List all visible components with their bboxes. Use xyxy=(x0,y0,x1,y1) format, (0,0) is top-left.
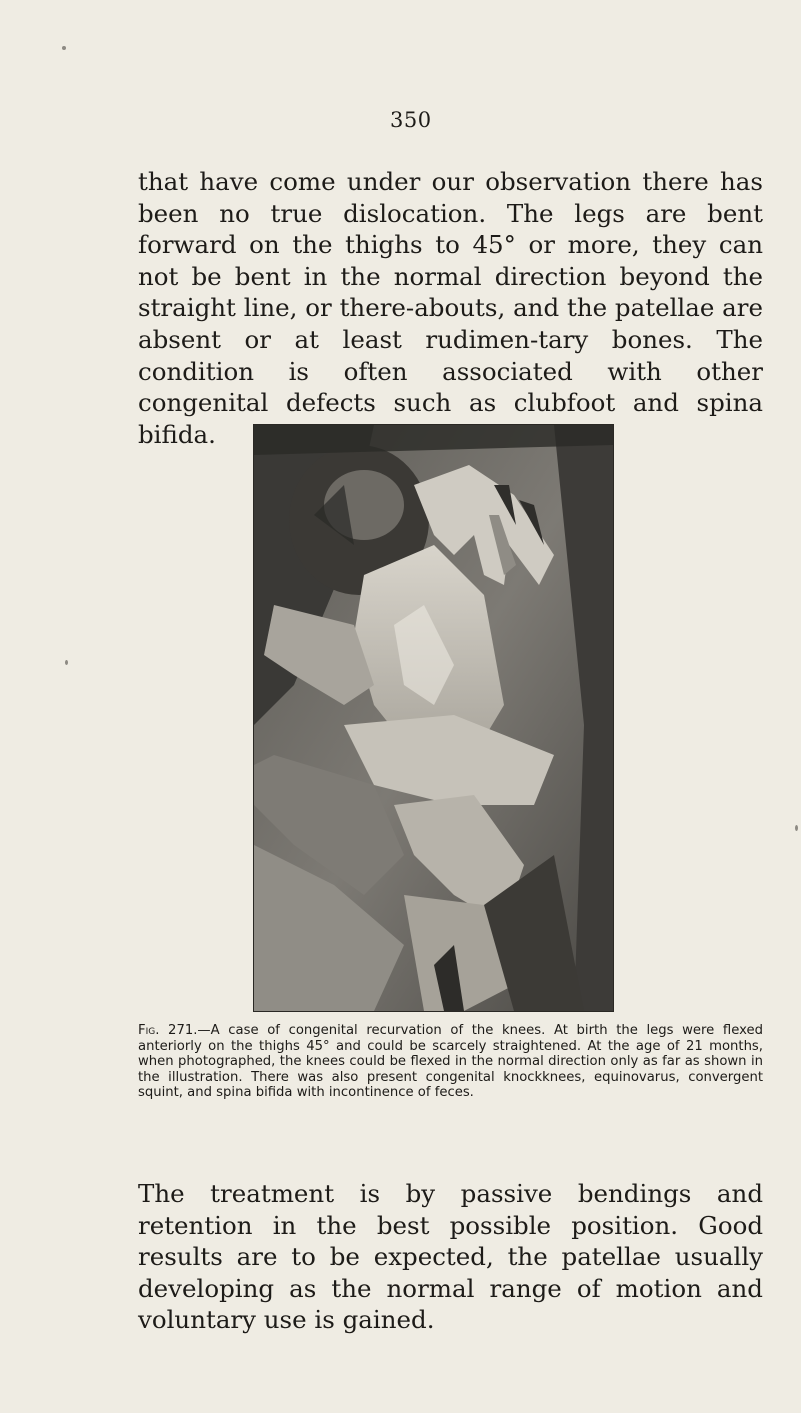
paper-speck xyxy=(65,660,68,665)
figure-caption xyxy=(138,1023,763,1101)
paper-speck xyxy=(62,46,66,50)
figure-caption-text: —A case of congenital recurvation of the knees. At birth the legs were flexed anteriorly on the thighs 45° and could be scarcely straightened. At the age of 21 months, when photographed, the knees could be flexed in the normal direction only as far as shown in the illustration. There was also present congenital knockknees, equinovarus, convergent squint, and spina bifida with incontinence of feces. xyxy=(138,1023,763,1101)
page-number: 350 xyxy=(390,108,432,132)
paper-speck xyxy=(795,825,798,831)
infant-photograph-illustration xyxy=(254,425,613,1011)
paragraph-bottom: The treatment is by passive bendings and retention in the best possible position. Good results are to be expected, the patellae usually developing as the normal range of motion and voluntary use is gained. xyxy=(138,1179,763,1335)
paragraph-top: that have come under our observation there has been no true dislocation. The legs are bent forward on the thighs to 45° or more, they can not be bent in the normal direction beyond the straight line, or there-abouts, and the patellae are absent or at least rudimen-tary bones. The condition is often associated with other congenital defects such as clubfoot and spina bifida. xyxy=(138,167,763,449)
figure-label: Fig. 271. xyxy=(138,1023,198,1038)
figure-photograph xyxy=(253,424,614,1012)
